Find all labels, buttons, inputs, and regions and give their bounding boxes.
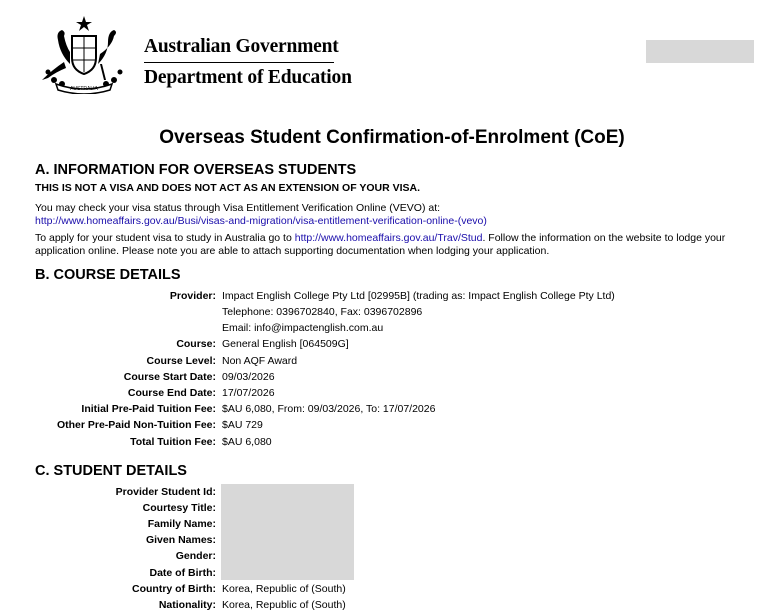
coat-of-arms-logo [34, 14, 134, 94]
prepaid-fee-value: $AU 6,080, From: 09/03/2026, To: 17/07/2026 [222, 403, 436, 415]
nationality-value: Korea, Republic of (South) [222, 599, 346, 611]
redacted-reference-block [646, 40, 754, 63]
department-name: Department of Education [144, 67, 352, 88]
course-level-value: Non AQF Award [222, 355, 298, 367]
vevo-text: You may check your visa status through Visa Entitlement Verification Online (VEVO) at: [35, 202, 441, 214]
svg-text:AUSTRALIA: AUSTRALIA [70, 86, 98, 92]
course-level-label: Course Level: [146, 355, 216, 367]
non-tuition-fee-value: $AU 729 [222, 419, 263, 431]
apply-prefix: To apply for your student visa to study in Australia go to [35, 232, 292, 244]
header-divider [144, 62, 334, 63]
given-names-label: Given Names: [145, 534, 216, 546]
total-fee-label: Total Tuition Fee: [130, 436, 216, 448]
section-c-heading: C. STUDENT DETAILS [35, 463, 187, 479]
apply-paragraph [35, 232, 760, 257]
end-date-value: 17/07/2026 [222, 387, 275, 399]
total-fee-value: $AU 6,080 [222, 436, 272, 448]
dob-label: Date of Birth: [149, 567, 216, 579]
vevo-paragraph [35, 202, 760, 227]
apply-line2: application online. Please note you are able to attach supporting documentation when lodging your application. [35, 244, 550, 257]
gender-label: Gender: [175, 550, 216, 562]
start-date-label: Course Start Date: [123, 371, 216, 383]
apply-suffix: . Follow the information on the website to lodge your [482, 232, 726, 244]
courtesy-title-label: Courtesy Title: [142, 502, 216, 514]
provider-email: Email: info@impactenglish.com.au [222, 322, 384, 334]
provider-value: Impact English College Pty Ltd [02995B] (trading as: Impact English College Pty Ltd) [222, 290, 615, 302]
course-value: General English [064509G] [222, 338, 349, 350]
page-title: Overseas Student Confirmation-of-Enrolment (CoE) [159, 127, 625, 148]
government-name: Australian Government [144, 36, 339, 57]
family-name-label: Family Name: [147, 518, 216, 530]
non-tuition-fee-label: Other Pre-Paid Non-Tuition Fee: [56, 419, 216, 431]
country-of-birth-label: Country of Birth: [132, 583, 216, 595]
redacted-student-details [221, 484, 354, 580]
nationality-label: Nationality: [158, 599, 216, 611]
country-of-birth-value: Korea, Republic of (South) [222, 583, 346, 595]
start-date-value: 09/03/2026 [222, 371, 275, 383]
course-label: Course: [176, 338, 216, 350]
apply-link[interactable]: http://www.homeaffairs.gov.au/Trav/Stud [294, 232, 483, 244]
visa-warning: THIS IS NOT A VISA AND DOES NOT ACT AS AN EXTENSION OF YOUR VISA. [35, 182, 421, 194]
section-a-heading: A. INFORMATION FOR OVERSEAS STUDENTS [35, 162, 357, 178]
vevo-link[interactable]: http://www.homeaffairs.gov.au/Busi/visas-and-migration/visa-entitlement-verification-online-(vevo) [35, 214, 487, 227]
end-date-label: Course End Date: [127, 387, 216, 399]
provider-phone: Telephone: 0396702840, Fax: 0396702896 [222, 306, 423, 318]
section-b-heading: B. COURSE DETAILS [35, 267, 181, 283]
provider-label: Provider: [169, 290, 216, 302]
student-id-label: Provider Student Id: [115, 486, 216, 498]
prepaid-fee-label: Initial Pre-Paid Tuition Fee: [81, 403, 216, 415]
